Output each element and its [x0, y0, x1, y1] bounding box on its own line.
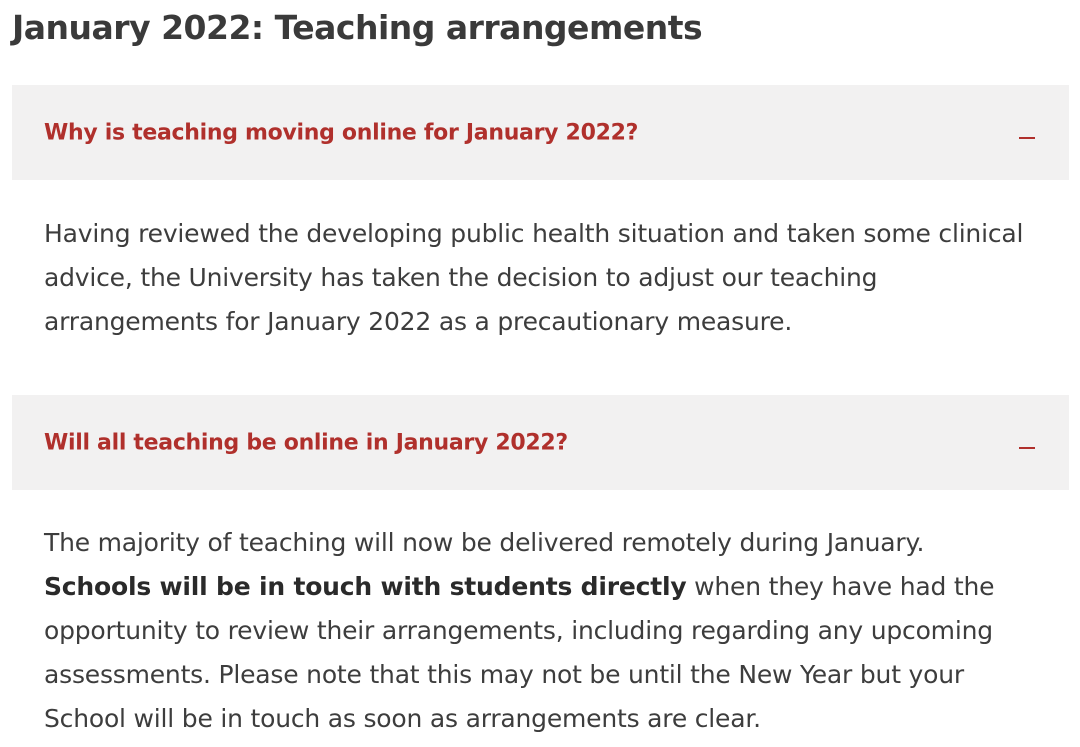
accordion-question: Why is teaching moving online for January 2022? — [44, 120, 639, 145]
accordion-answer — [44, 521, 1034, 741]
answer-bold-text: Schools will be in touch with students directly — [44, 572, 687, 601]
answer-text: The majority of teaching will now be delivered remotely during January. — [44, 528, 925, 557]
minus-icon[interactable] — [1019, 447, 1035, 449]
accordion-answer: Having reviewed the developing public health situation and taken some clinical advice, the University has taken the decision to adjust our teaching arrangements for January 2022 as a precautionary measure. — [44, 219, 1024, 336]
accordion-question: Will all teaching be online in January 2022? — [44, 430, 568, 455]
accordion-header-why-online[interactable] — [12, 85, 1069, 180]
answer-text: when they have had the opportunity to review their arrangements, including regarding any upcoming assessments. Please note that this may not be until the New Year but your School will be in touch as soon as arrangements are clear. — [44, 572, 995, 733]
page-title: January 2022: Teaching arrangements — [12, 8, 703, 47]
accordion-header-all-online[interactable] — [12, 395, 1069, 490]
minus-icon[interactable] — [1019, 137, 1035, 139]
